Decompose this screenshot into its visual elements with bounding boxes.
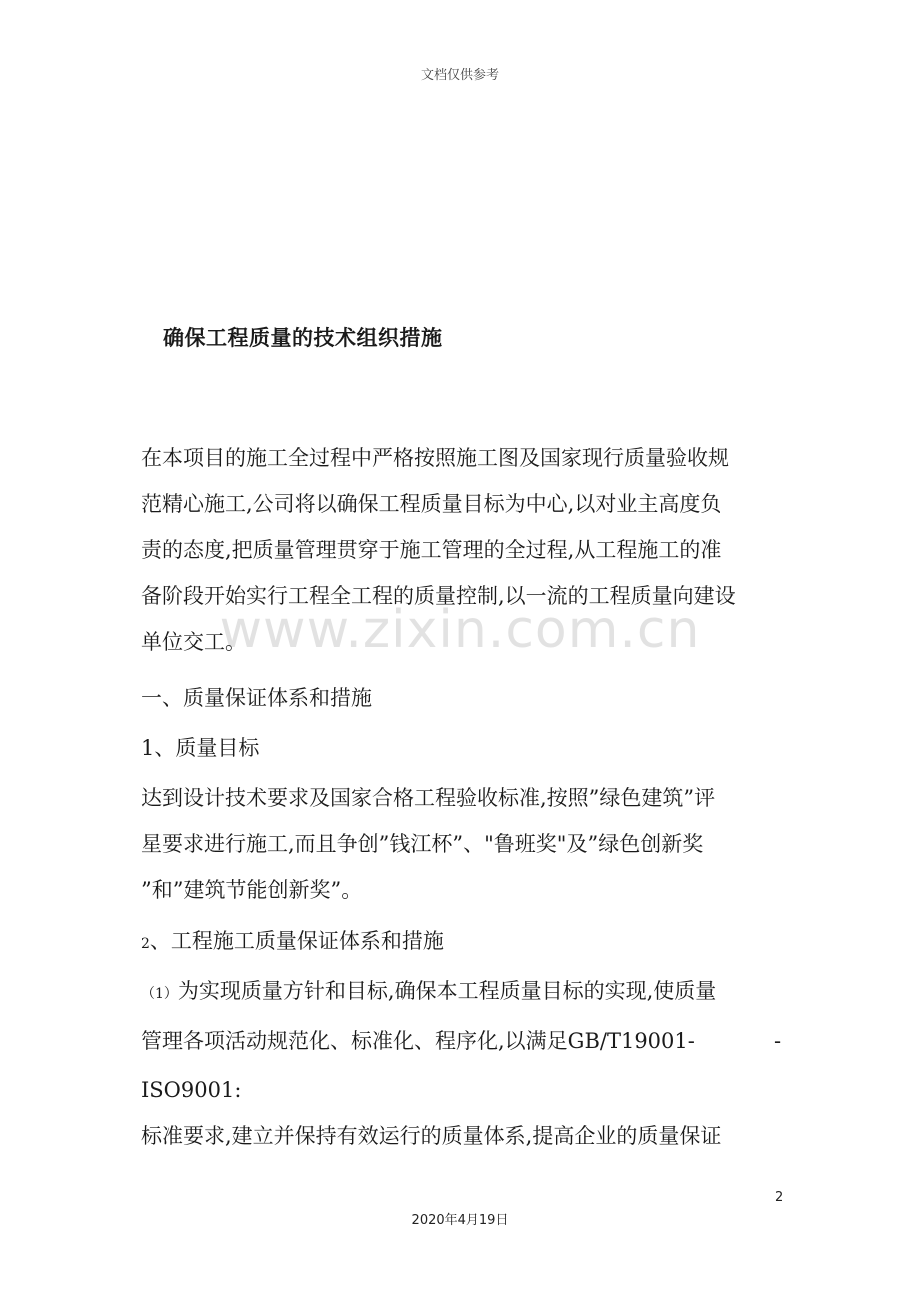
sub1-line-1: 达到设计技术要求及国家合格工程验收标准,按照”绿色建筑”评 <box>141 786 716 810</box>
sub2-heading <box>141 927 444 958</box>
intro-line-4: 备阶段开始实行工程全工程的质量控制,以一流的工程质量向建设 <box>141 584 736 608</box>
intro-line-1: 在本项目的施工全过程中严格按照施工图及国家现行质量验收规 <box>141 446 729 470</box>
sub1-line-3: ”和”建筑节能创新奖”。 <box>141 878 363 902</box>
item1-text: 为实现质量方针和目标,确保本工程质量目标的实现,使质量 <box>177 979 717 1003</box>
footer-date: 2020年4月19日 <box>411 1213 509 1228</box>
section1-heading: 一、质量保证体系和措施 <box>141 686 372 710</box>
watermark: www.zixin.com.cn <box>219 600 701 660</box>
item1-line-3: ISO9001: <box>141 1078 242 1102</box>
intro-line-3: 责的态度,把质量管理贯穿于施工管理的全过程,从工程施工的准 <box>141 538 722 562</box>
intro-line-2: 范精心施工,公司将以确保工程质量目标为中心,以对业主高度负 <box>141 492 722 516</box>
item1-line-1 <box>141 977 716 1008</box>
item1-line-2: 管理各项活动规范化、标准化、程序化,以满足GB/T19001- <box>141 1029 695 1053</box>
sub1-line-2: 星要求进行施工,而且争创”钱江杯”、"鲁班奖"及”绿色创新奖 <box>141 832 704 856</box>
page-number: 2 <box>775 1190 784 1205</box>
item1-line-4: 标准要求,建立并保持有效运行的质量体系,提高企业的质量保证 <box>141 1124 722 1148</box>
sub2-number: 2 <box>141 936 150 952</box>
sub1-heading: 1、质量目标 <box>141 736 260 760</box>
item1-line-2-dash: - <box>774 1029 782 1053</box>
item1-number: （1） <box>141 986 178 1002</box>
header-note: 文档仅供参考 <box>420 68 499 83</box>
document-title: 确保工程质量的技术组织措施 <box>163 326 443 350</box>
intro-line-5: 单位交工。 <box>141 630 246 654</box>
sub2-text: 、工程施工质量保证体系和措施 <box>149 929 444 953</box>
